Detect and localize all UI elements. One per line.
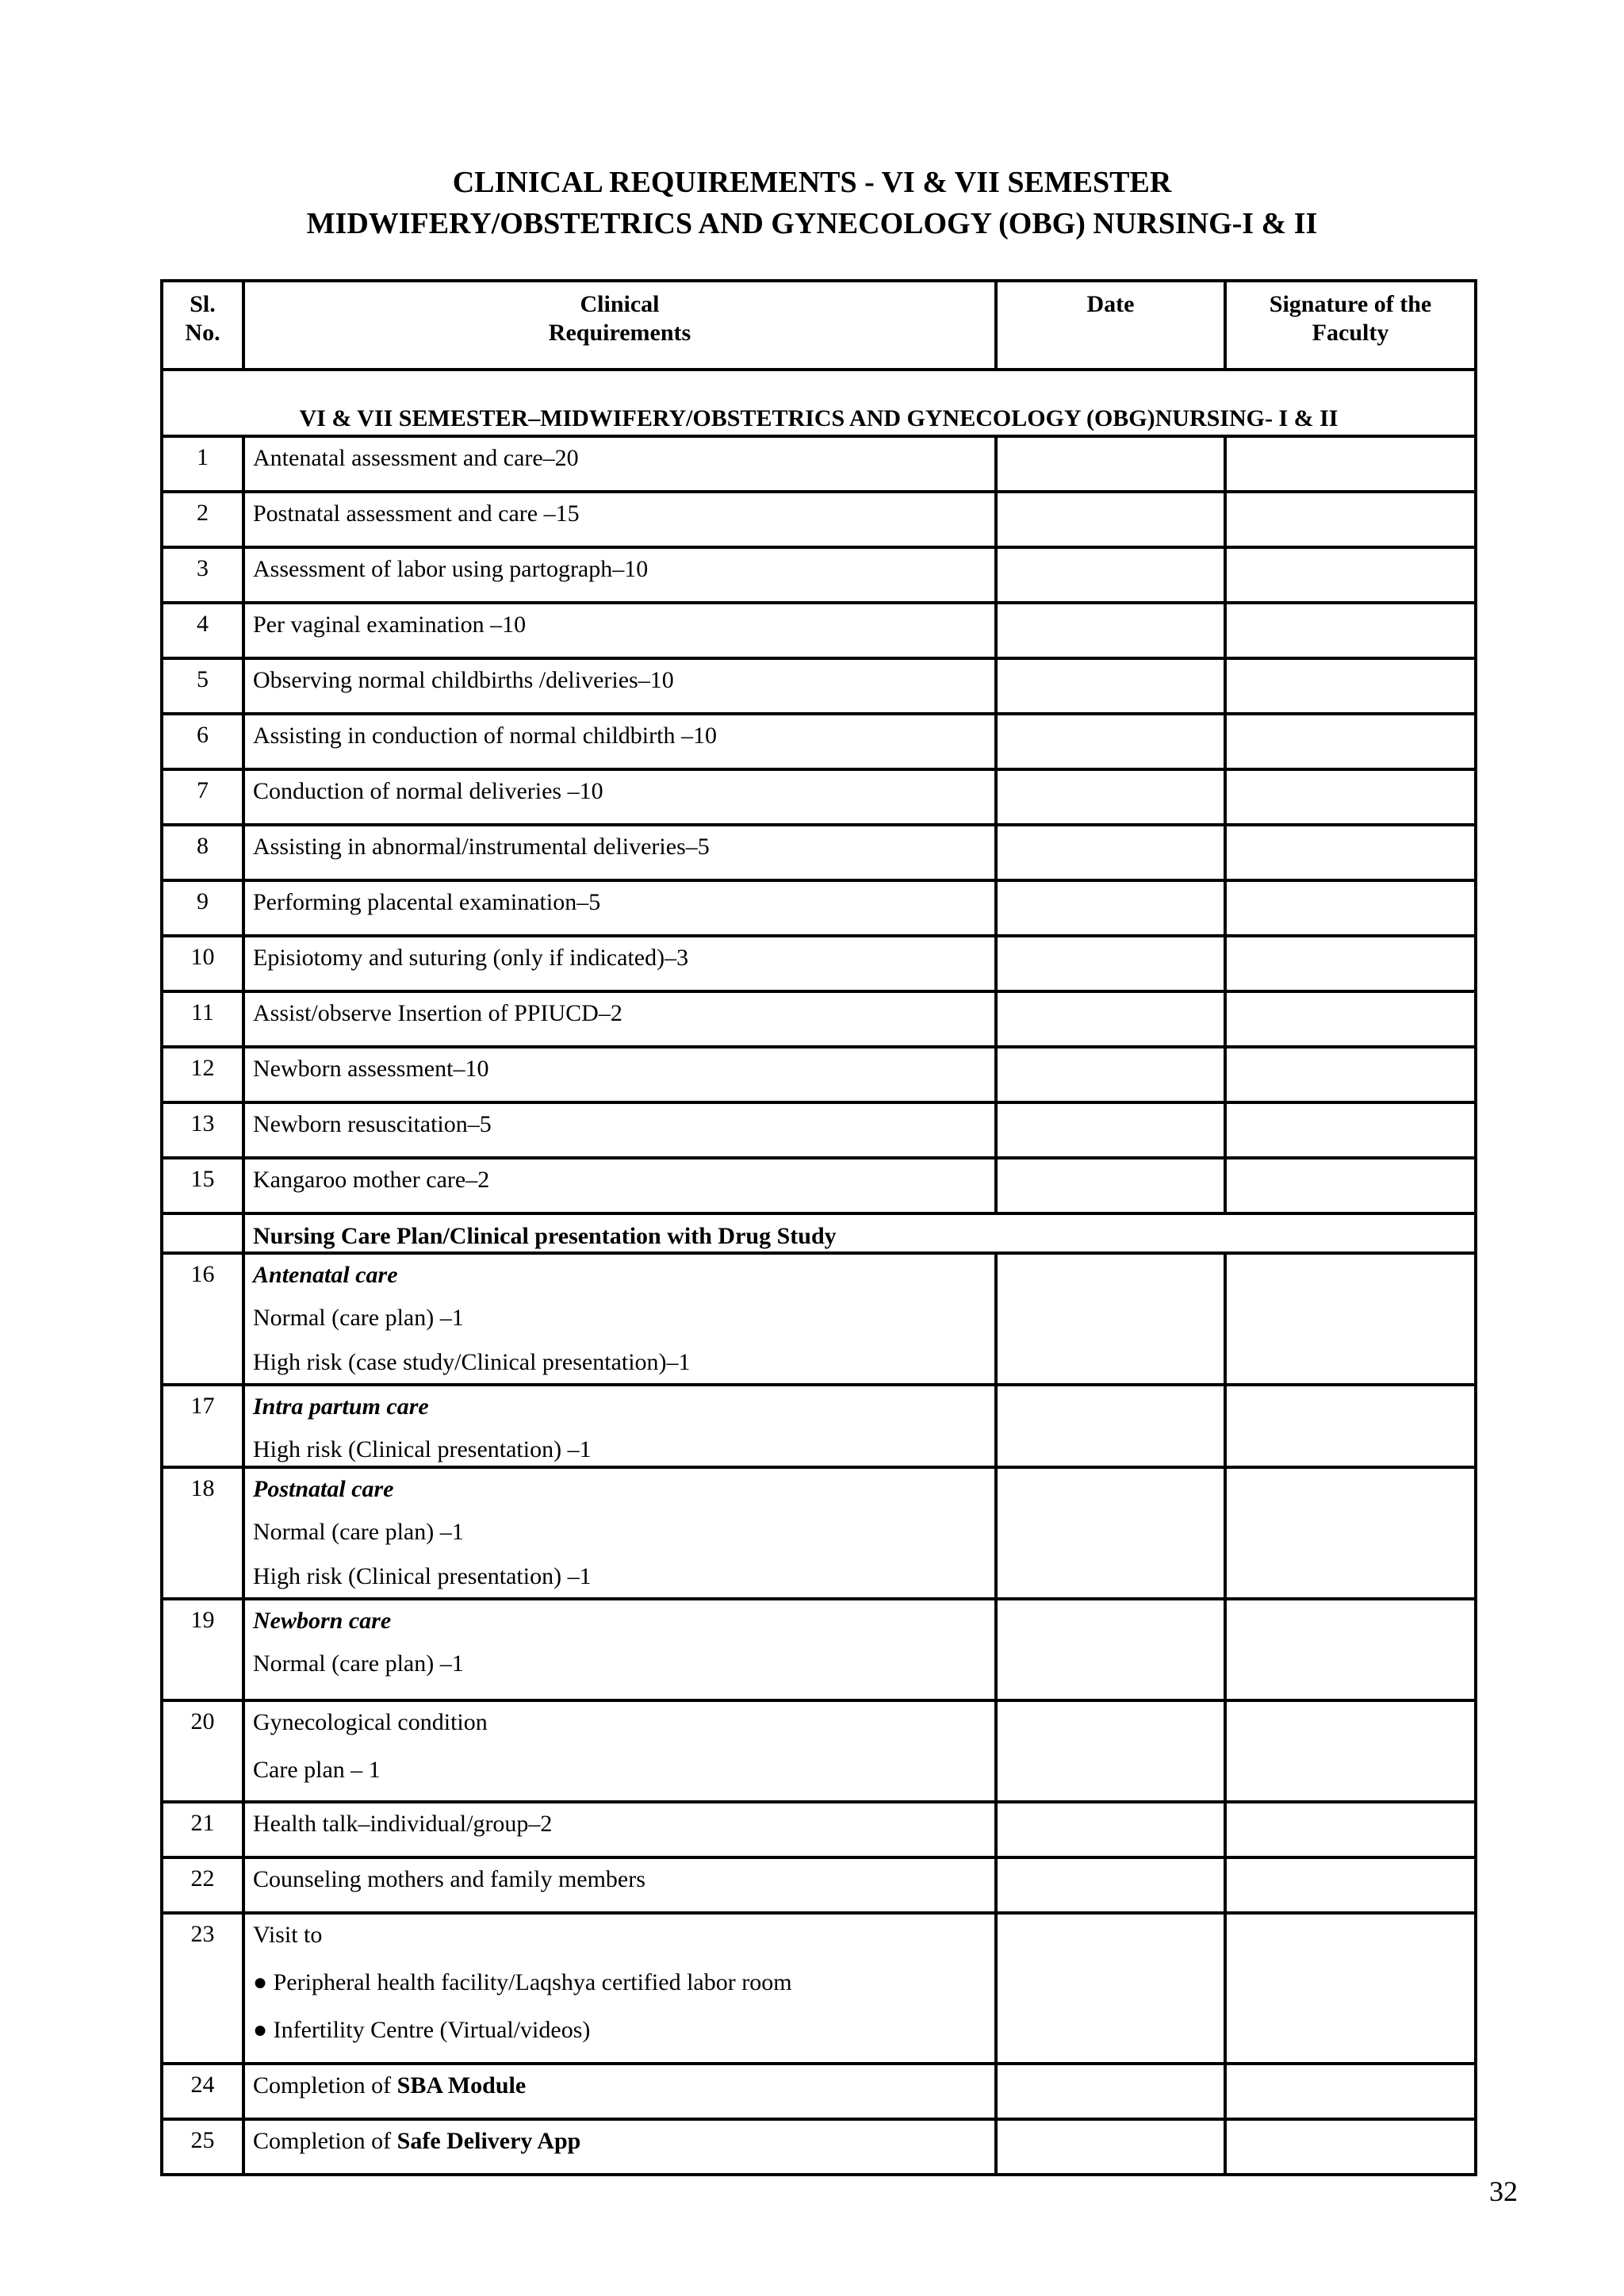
section-heading-sl [162,1213,243,1253]
header-sl-no: Sl. No. [162,281,243,370]
page-number: 32 [1489,2175,1518,2207]
requirement-text: Kangaroo mother care–2 [253,1167,490,1193]
signature-cell[interactable] [1225,1102,1476,1158]
date-cell[interactable] [996,492,1225,547]
date-cell[interactable] [996,991,1225,1047]
date-cell[interactable] [996,1047,1225,1102]
requirement-heading: Newborn care [253,1608,392,1634]
table-row [162,769,1476,825]
table-row [162,603,1476,658]
table-row [162,1700,1476,1802]
requirement-cell [243,825,996,880]
requirement-cell [243,1467,996,1599]
serial-number: 9 [162,880,243,936]
header-clinical-requirements: Clinical Requirements [243,281,996,370]
signature-cell[interactable] [1225,1802,1476,1857]
serial-number: 17 [162,1385,243,1467]
table-row [162,547,1476,603]
requirement-text: Newborn resuscitation–5 [253,1111,492,1137]
table-row [162,1467,1476,1599]
date-cell[interactable] [996,936,1225,991]
requirement-cell [243,769,996,825]
serial-number: 2 [162,492,243,547]
requirement-text: Counseling mothers and family members [253,1866,645,1892]
serial-number: 10 [162,936,243,991]
requirement-text: Antenatal assessment and care–20 [253,445,579,471]
table-row [162,1857,1476,1913]
serial-number: 23 [162,1913,243,2064]
serial-number: 15 [162,1158,243,1213]
requirement-text: Newborn assessment–10 [253,1056,489,1082]
semester-heading-row [162,370,1476,436]
requirement-text: Normal (care plan) –1 [253,1305,464,1331]
date-cell[interactable] [996,603,1225,658]
requirement-cell [243,547,996,603]
date-cell[interactable] [996,1253,1225,1385]
serial-number: 3 [162,547,243,603]
table-row [162,1599,1476,1700]
signature-cell[interactable] [1225,436,1476,492]
serial-number: 11 [162,991,243,1047]
clinical-requirements-table [160,279,1477,2176]
table-row [162,492,1476,547]
requirement-text: Gynecological condition [253,1709,488,1735]
section-heading: Nursing Care Plan/Clinical presentation with Drug Study [243,1213,1476,1253]
requirement-text: Observing normal childbirths /deliveries–10 [253,667,674,693]
date-cell[interactable] [996,658,1225,714]
date-cell[interactable] [996,1385,1225,1467]
signature-cell[interactable] [1225,1913,1476,2064]
requirement-cell [243,714,996,769]
requirement-text: Normal (care plan) –1 [253,1519,464,1545]
date-cell[interactable] [996,1913,1225,2064]
serial-number: 8 [162,825,243,880]
requirement-text: Assisting in abnormal/instrumental deliveries–5 [253,834,710,860]
signature-cell[interactable] [1225,547,1476,603]
page-title-line-1: CLINICAL REQUIREMENTS - VI & VII SEMESTER [452,166,1172,199]
requirement-cell [243,1253,996,1385]
requirement-text: High risk (Clinical presentation) –1 [253,1436,592,1462]
serial-number: 12 [162,1047,243,1102]
requirement-text: Performing placental examination–5 [253,889,601,915]
requirement-cell [243,2064,996,2119]
serial-number: 24 [162,2064,243,2119]
date-cell[interactable] [996,1158,1225,1213]
requirement-cell [243,1913,996,2064]
date-cell[interactable] [996,1599,1225,1700]
requirement-text [253,2072,994,2100]
table-row [162,1158,1476,1213]
table-row [162,2119,1476,2175]
requirement-text: Assessment of labor using partograph–10 [253,556,649,582]
signature-cell[interactable] [1225,714,1476,769]
table-row [162,1253,1476,1385]
date-cell[interactable] [996,825,1225,880]
semester-heading: VI & VII SEMESTER–MIDWIFERY/OBSTETRICS AND GYNECOLOGY (OBG)NURSING- I & II [162,370,1476,436]
table-header-row [162,281,1476,370]
serial-number: 25 [162,2119,243,2175]
serial-number: 7 [162,769,243,825]
requirement-cell [243,880,996,936]
table-row [162,825,1476,880]
requirement-cell [243,1700,996,1802]
requirement-text: Assist/observe Insertion of PPIUCD–2 [253,1000,622,1026]
requirement-cell [243,936,996,991]
requirement-heading: Antenatal care [253,1262,398,1288]
requirement-text: Episiotomy and suturing (only if indicated)–3 [253,945,689,971]
requirement-cell [243,1102,996,1158]
table-row [162,1047,1476,1102]
bullet-item: ● Peripheral health facility/Laqshya certified labor room [253,1968,994,1997]
header-signature: Signature of the Faculty [1225,281,1476,370]
date-cell[interactable] [996,2064,1225,2119]
requirement-text: High risk (case study/Clinical presentation)–1 [253,1349,691,1375]
date-cell[interactable] [996,436,1225,492]
serial-number: 4 [162,603,243,658]
requirement-bold-text: SBA Module [396,2072,527,2099]
signature-cell[interactable] [1225,1158,1476,1213]
signature-cell[interactable] [1225,658,1476,714]
requirement-prefix: Completion of [253,2072,397,2099]
signature-cell[interactable] [1225,991,1476,1047]
requirement-cell [243,1158,996,1213]
signature-cell[interactable] [1225,603,1476,658]
requirement-text [253,2127,994,2156]
date-cell[interactable] [996,2119,1225,2175]
date-cell[interactable] [996,1802,1225,1857]
requirement-cell [243,492,996,547]
requirement-cell [243,1047,996,1102]
requirement-heading: Intra partum care [253,1393,429,1420]
requirement-text: Health talk–individual/group–2 [253,1811,553,1837]
serial-number: 5 [162,658,243,714]
requirement-text: Assisting in conduction of normal childbirth –10 [253,723,717,749]
signature-cell[interactable] [1225,936,1476,991]
requirement-cell [243,991,996,1047]
requirement-cell [243,1802,996,1857]
requirement-text: High risk (Clinical presentation) –1 [253,1563,592,1589]
date-cell[interactable] [996,1857,1225,1913]
signature-cell[interactable] [1225,1467,1476,1599]
signature-cell[interactable] [1225,1599,1476,1700]
serial-number: 22 [162,1857,243,1913]
signature-cell[interactable] [1225,1857,1476,1913]
date-cell[interactable] [996,769,1225,825]
table-row [162,1802,1476,1857]
requirement-text: Per vaginal examination –10 [253,611,527,638]
signature-cell[interactable] [1225,825,1476,880]
serial-number: 19 [162,1599,243,1700]
signature-cell[interactable] [1225,2064,1476,2119]
date-cell[interactable] [996,1467,1225,1599]
serial-number: 16 [162,1253,243,1385]
signature-cell[interactable] [1225,1047,1476,1102]
signature-cell[interactable] [1225,492,1476,547]
bullet-item: ● Infertility Centre (Virtual/videos) [253,2016,994,2045]
requirement-heading: Postnatal care [253,1476,394,1502]
serial-number: 20 [162,1700,243,1802]
serial-number: 21 [162,1802,243,1857]
requirement-text: Visit to [253,1922,323,1948]
requirement-cell [243,436,996,492]
requirement-cell [243,658,996,714]
header-date: Date [996,281,1225,370]
date-cell[interactable] [996,1102,1225,1158]
signature-cell[interactable] [1225,2119,1476,2175]
table-row [162,658,1476,714]
requirement-text: Normal (care plan) –1 [253,1650,464,1677]
section-heading-row [162,1213,1476,1253]
requirement-text: Care plan – 1 [253,1757,381,1783]
serial-number: 1 [162,436,243,492]
requirement-text: Postnatal assessment and care –15 [253,500,580,527]
requirement-cell [243,1385,996,1467]
requirement-cell [243,1599,996,1700]
serial-number: 18 [162,1467,243,1599]
signature-cell[interactable] [1225,769,1476,825]
page-title-line-2: MIDWIFERY/OBSTETRICS AND GYNECOLOGY (OBG) NURSING-I & II [306,207,1318,240]
table-row [162,436,1476,492]
table-row [162,936,1476,991]
signature-cell[interactable] [1225,1700,1476,1802]
requirement-text: Conduction of normal deliveries –10 [253,778,603,804]
table-row [162,1385,1476,1467]
table-row [162,2064,1476,2119]
requirement-cell [243,603,996,658]
table-row [162,880,1476,936]
requirement-bold-text: Safe Delivery App [396,2128,581,2154]
table-row [162,1102,1476,1158]
date-cell[interactable] [996,1700,1225,1802]
date-cell[interactable] [996,880,1225,936]
requirement-cell [243,2119,996,2175]
signature-cell[interactable] [1225,1253,1476,1385]
signature-cell[interactable] [1225,880,1476,936]
requirement-prefix: Completion of [253,2128,397,2154]
table-row [162,1913,1476,2064]
serial-number: 13 [162,1102,243,1158]
date-cell[interactable] [996,714,1225,769]
signature-cell[interactable] [1225,1385,1476,1467]
date-cell[interactable] [996,547,1225,603]
serial-number: 6 [162,714,243,769]
table-row [162,714,1476,769]
table-row [162,991,1476,1047]
requirement-cell [243,1857,996,1913]
